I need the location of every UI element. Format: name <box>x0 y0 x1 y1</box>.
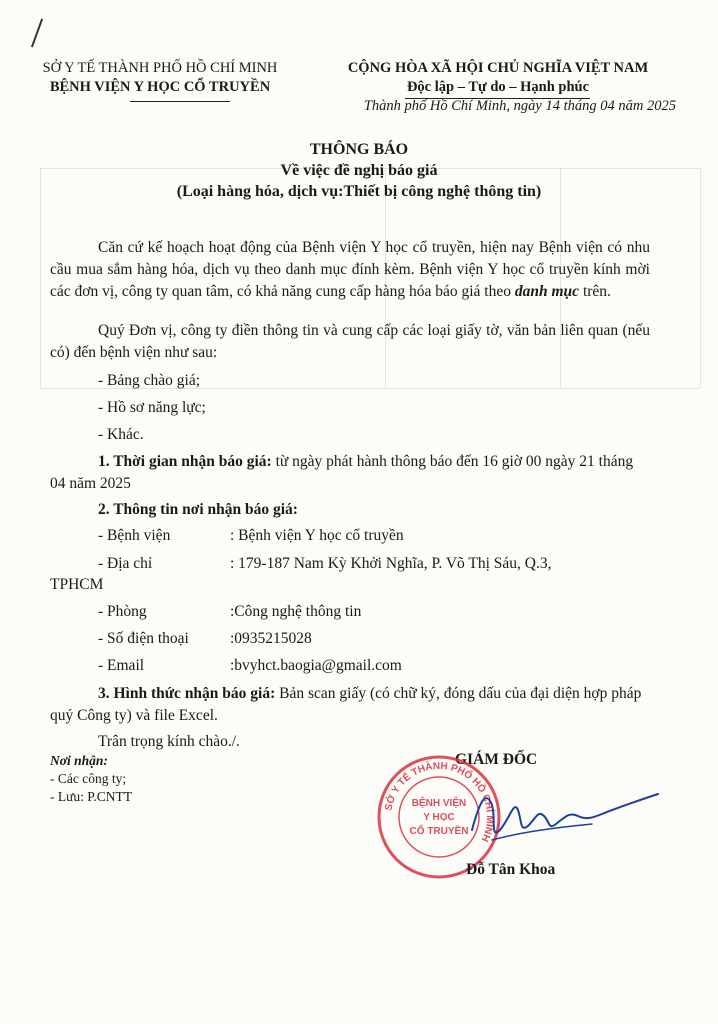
info-value-address: : 179-187 Nam Kỳ Khởi Nghĩa, P. Võ Thị Sáu, Q.3, <box>230 555 552 572</box>
header-country: CỘNG HÒA XÃ HỘI CHỦ NGHĨA VIỆT NAM <box>347 60 649 76</box>
info-value-hospital: : Bệnh viện Y học cổ truyền <box>230 527 404 544</box>
section-1 <box>50 451 650 495</box>
header-ministry: SỞ Y TẾ THÀNH PHỐ HỒ CHÍ MINH <box>42 60 278 76</box>
info-value-address-cont: TPHCM <box>50 576 104 593</box>
recipient-item: - Lưu: P.CNTT <box>50 789 132 804</box>
info-value-department: :Công nghệ thông tin <box>230 603 362 620</box>
header-left-rule <box>130 101 230 102</box>
section-3-text: Bản scan giấy (có chữ ký, đóng dấu của đại diện hợp pháp quý Công ty) và file Excel. <box>50 685 642 724</box>
header-left <box>20 59 300 97</box>
title-subject: Về việc đề nghị báo giá <box>280 162 438 179</box>
header-motto: Độc lập – Tự do – Hạnh phúc <box>406 79 590 95</box>
pen-mark <box>31 19 43 48</box>
stamp-center-1: BỆNH VIỆN <box>411 798 467 809</box>
title-category: (Loại hàng hóa, dịch vụ:Thiết bị công nghệ thông tin) <box>176 183 542 200</box>
section-2-label: 2. Thông tin nơi nhận báo giá: <box>98 501 298 518</box>
recipients-title: Nơi nhận: <box>50 753 108 768</box>
title-main: THÔNG BÁO <box>309 141 409 158</box>
list-item: - Hồ sơ năng lực; <box>98 399 206 416</box>
recipient-item: - Các công ty; <box>50 771 127 786</box>
paragraph-intro-emphasis: danh mục <box>514 283 580 300</box>
paragraph-intro <box>50 237 650 303</box>
paragraph-intro-b: trên. <box>579 283 611 300</box>
info-label-email: - Email <box>98 657 145 674</box>
info-label-department: - Phòng <box>98 603 147 620</box>
header-right <box>318 59 678 97</box>
info-value-email: :bvyhct.baogia@gmail.com <box>230 657 402 674</box>
header-hospital: BỆNH VIỆN Y HỌC CỔ TRUYỀN <box>49 79 271 95</box>
paragraph-requirements: Quý Đơn vị, công ty điền thông tin và cung cấp các loại giấy tờ, văn bản liên quan (nếu có) đến bệnh viện như sau: <box>50 322 650 361</box>
paragraph-intro-a: Căn cứ kế hoạch hoạt động của Bệnh viện Y học cổ truyền, hiện nay Bệnh viện có nhu cầu mua sắm hàng hóa, dịch vụ theo danh mục đính kèm. Bệnh viện Y học cổ truyền kính mời các đơn vị, công ty quan tâm, có khả năng cung cấp hàng hóa báo giá theo <box>50 239 650 300</box>
document-title <box>0 139 718 202</box>
signer-name: Đỗ Tân Khoa <box>466 861 556 878</box>
stamp-ring-text: SỞ Y TẾ THÀNH PHỐ HỒ CHÍ MINH <box>383 760 496 844</box>
section-1-text: từ ngày phát hành thông báo đến 16 giờ 00 ngày 21 tháng 04 năm 2025 <box>50 453 634 492</box>
handwritten-signature <box>462 770 662 860</box>
list-item: - Khác. <box>98 426 144 443</box>
section-1-label: 1. Thời gian nhận báo giá: <box>98 453 272 470</box>
section-3 <box>50 683 650 727</box>
stamp-center-3: CỔ TRUYỀN <box>409 826 469 837</box>
info-value-phone: :0935215028 <box>230 630 312 647</box>
closing: Trân trọng kính chào./. <box>98 733 240 750</box>
date-line: Thành phố Hồ Chí Minh, ngày 14 tháng 04 năm 2025 <box>363 98 676 114</box>
list-item: - Bảng chào giá; <box>98 372 201 389</box>
signature-role: GIÁM ĐỐC <box>455 751 538 768</box>
section-3-label: 3. Hình thức nhận báo giá: <box>98 685 276 702</box>
recipients <box>50 752 132 806</box>
info-label-hospital: - Bệnh viện <box>98 527 171 544</box>
info-label-phone: - Số điện thoại <box>98 630 189 647</box>
info-label-address: - Địa chỉ <box>98 555 153 572</box>
stamp-center-2: Y HỌC <box>423 812 455 823</box>
